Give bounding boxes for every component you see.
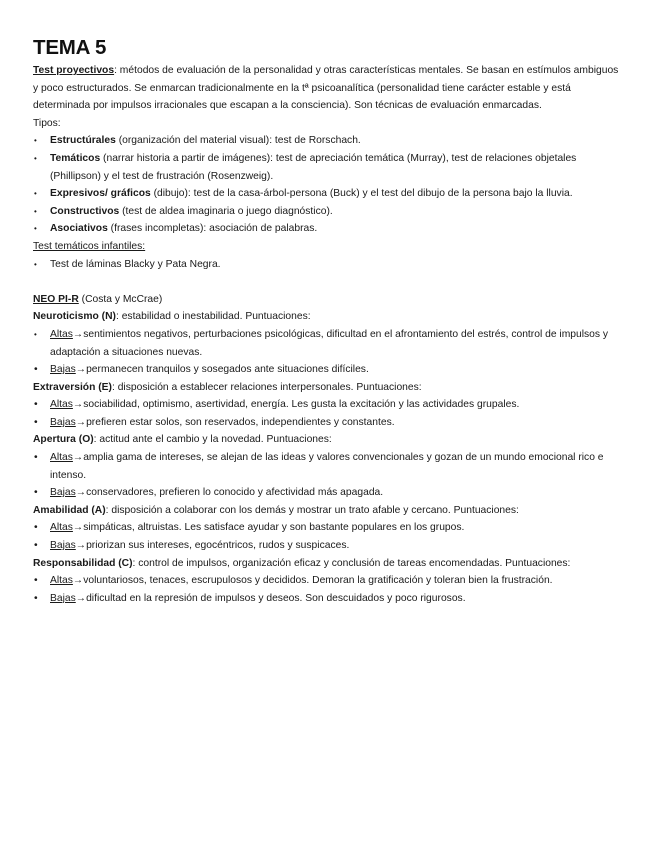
score-text: →voluntariosos, tenaces, escrupulosos y decididos. Demoran la gratificación y toleran bien la frustración. (72, 575, 553, 587)
infantiles-list (33, 256, 621, 274)
bullet-icon: • (34, 329, 37, 339)
proyectivos-definition (33, 62, 621, 115)
bullet-icon: • (34, 416, 38, 428)
factor-list (33, 572, 621, 607)
factor-list (33, 396, 621, 431)
factor-desc: : disposición a colaborar con los demás y mostrar un trato afable y cercano. Puntuaciones: (105, 504, 519, 516)
list-item (33, 326, 621, 361)
bullet-icon: • (34, 575, 38, 587)
factor-desc: : estabilidad o inestabilidad. Puntuaciones: (115, 311, 311, 323)
list-item (33, 414, 621, 432)
tipos-list (33, 132, 621, 238)
factor-term: Responsabilidad (C) (33, 557, 133, 569)
tipos-label: Tipos: (33, 117, 61, 129)
list-item (33, 132, 621, 150)
list-item (33, 484, 621, 502)
spacer (33, 273, 621, 291)
page-title: TEMA 5 (33, 36, 107, 59)
score-label: Altas (50, 452, 73, 464)
factor-list (33, 326, 621, 379)
factor-desc: : actitud ante el cambio y la novedad. Puntuaciones: (93, 434, 332, 446)
list-item (33, 519, 621, 537)
list-item (33, 572, 621, 590)
list-item (33, 590, 621, 608)
score-text: →sociabilidad, optimismo, asertividad, energía. Les gusta la excitación y las actividades grupales. (72, 399, 520, 411)
bullet-icon: • (34, 189, 37, 199)
factor-term: Extraversión (E) (33, 381, 112, 393)
list-item (33, 396, 621, 414)
tipo-text: (organización del material visual): test de Rorschach. (115, 135, 361, 147)
factor-desc: : control de impulsos, organización eficaz y conclusión de tareas encomendadas. Puntuaciones: (132, 557, 571, 569)
tipo-text: (test de aldea imaginaria o juego diagnóstico). (119, 205, 333, 217)
score-label: Bajas (50, 487, 76, 499)
list-item (33, 203, 621, 221)
score-text: →permanecen tranquilos y sosegados ante situaciones difíciles. (75, 364, 369, 376)
tipo-term: Constructivos (50, 205, 120, 217)
bullet-icon: • (34, 136, 37, 146)
score-label: Bajas (50, 540, 76, 552)
tipo-text: (dibujo): test de la casa-árbol-persona (Buck) y el test del dibujo de la persona bajo la lluvia. (150, 188, 573, 200)
score-text: →priorizan sus intereses, egocéntricos, rudos y suspicaces. (75, 540, 350, 552)
score-label: Altas (50, 575, 73, 587)
score-label: Bajas (50, 364, 76, 376)
list-item (33, 220, 621, 238)
score-text: →conservadores, prefieren lo conocido y afectividad más apagada. (75, 487, 384, 499)
factor-heading (33, 308, 621, 326)
score-text: →dificultad en la represión de impulsos y deseos. Son descuidados y poco rigurosos. (75, 592, 466, 604)
bullet-icon: • (34, 153, 37, 163)
bullet-icon: • (34, 452, 38, 464)
tipo-term: Asociativos (50, 223, 108, 235)
factor-heading (33, 431, 621, 449)
score-text: →simpáticas, altruistas. Les satisface ayudar y son bastante populares en los grupos. (72, 522, 465, 534)
infantiles-label: Test temáticos infantiles: (33, 240, 146, 252)
list-item (33, 361, 621, 379)
infantil-text: Test de láminas Blacky y Pata Negra. (50, 258, 221, 270)
bullet-icon: • (34, 206, 37, 216)
neo-term: NEO PI-R (33, 293, 79, 305)
score-text: →amplia gama de intereses, se alejan de las ideas y valores convencionales y gozan de un mundo emocional rico e intenso. (50, 452, 604, 481)
factor-term: Amabilidad (A) (33, 504, 106, 516)
score-label: Bajas (50, 592, 76, 604)
bullet-icon: • (34, 259, 37, 269)
bullet-icon: • (34, 540, 38, 552)
list-item (33, 537, 621, 555)
factor-list (33, 519, 621, 554)
factor-term: Apertura (O) (33, 434, 94, 446)
score-text: →prefieren estar solos, son reservados, independientes y constantes. (75, 416, 395, 428)
proyectivos-text: : métodos de evaluación de la personalidad y otras características mentales. Se basan en estímulos ambiguos y poco estructurados. Se enmarcan tradicionalmente en la tª psicoanalítica (personalidad tiene carácter estable y está determinada por impulsos irracionales que escapan a la consciencia). Son técnicas de evaluación enmarcadas. (33, 65, 619, 112)
list-item (33, 256, 621, 274)
factor-heading (33, 379, 621, 397)
bullet-icon: • (34, 224, 37, 234)
tipo-term: Estructúrales (50, 135, 116, 147)
list-item (33, 185, 621, 203)
score-label: Altas (50, 399, 73, 411)
list-item (33, 150, 621, 185)
score-label: Bajas (50, 416, 76, 428)
tipo-term: Expresivos/ gráficos (50, 188, 151, 200)
bullet-icon: • (34, 487, 38, 499)
bullet-icon: • (34, 399, 38, 411)
bullet-icon: • (34, 364, 38, 376)
factor-heading (33, 555, 621, 573)
bullet-icon: • (34, 522, 38, 534)
tipo-term: Temáticos (50, 152, 101, 164)
bullet-icon: • (34, 592, 38, 604)
score-label: Altas (50, 522, 73, 534)
factor-term: Neuroticismo (N) (33, 311, 116, 323)
list-item (33, 449, 621, 484)
neo-heading (33, 291, 621, 309)
factor-desc: : disposición a establecer relaciones interpersonales. Puntuaciones: (111, 381, 422, 393)
tipo-text: (narrar historia a partir de imágenes): test de apreciación temática (Murray), test de relaciones objetales (Phillipson) y el test de frustración (Rosenzweig). (50, 152, 577, 182)
tipo-text: (frases incompletas): asociación de palabras. (107, 223, 318, 235)
proyectivos-term: Test proyectivos (33, 65, 115, 76)
factor-list (33, 449, 621, 502)
score-text: →sentimientos negativos, perturbaciones psicológicas, dificultad en el afrontamiento del estrés, control de impulsos y adaptación a situaciones nuevas. (50, 328, 609, 358)
factor-heading (33, 502, 621, 520)
score-label: Altas (50, 328, 73, 340)
neo-authors: (Costa y McCrae) (78, 293, 163, 305)
